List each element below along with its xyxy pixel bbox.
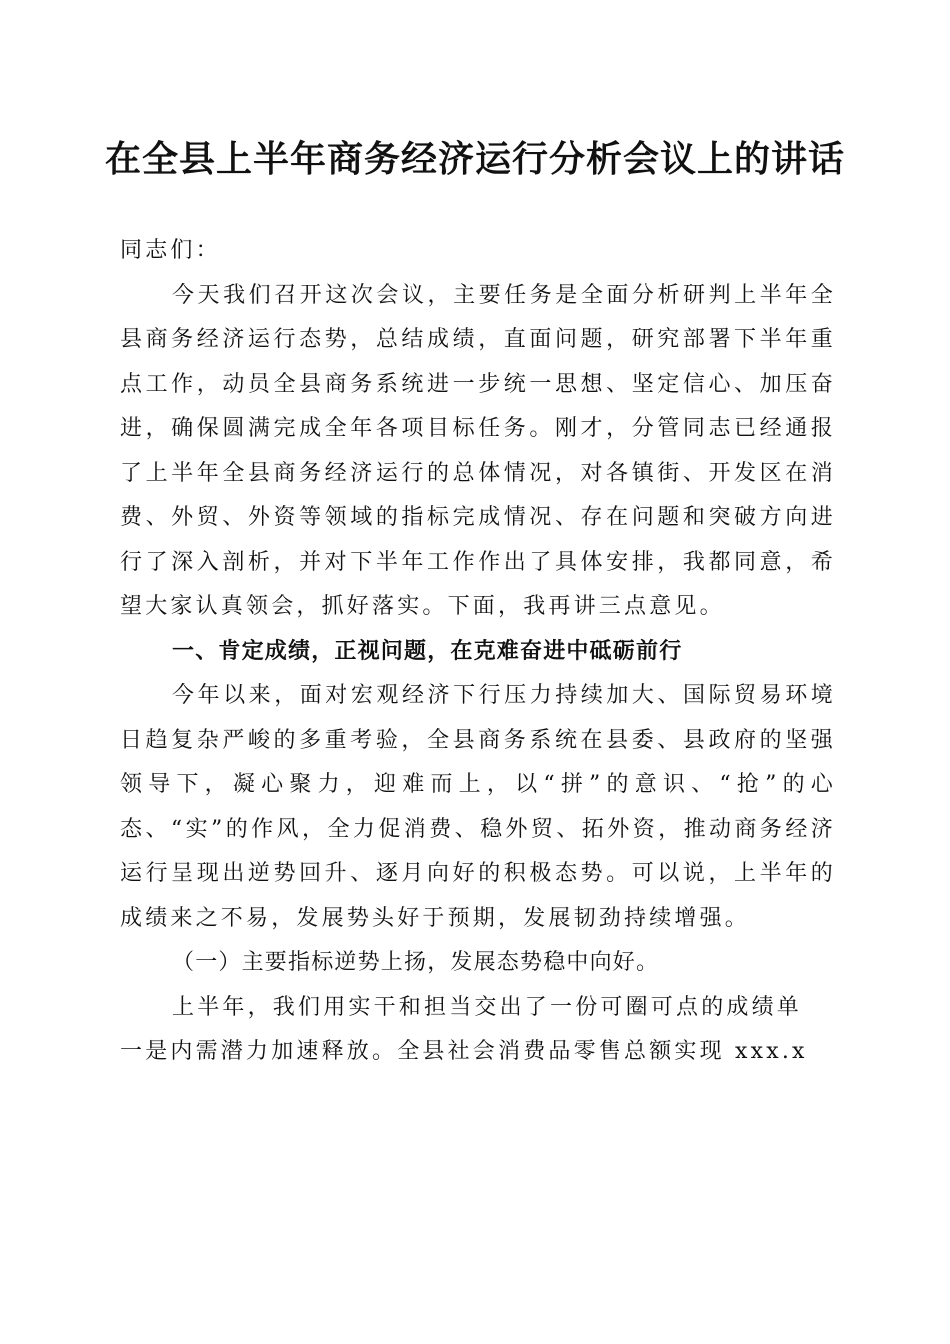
section-heading-1: 一、肯定成绩，正视问题，在克难奋进中砥砺前行 bbox=[172, 638, 683, 664]
subsection-paragraph-line-1: 上半年，我们用实干和担当交出了一份可圈可点的成绩单 bbox=[172, 994, 803, 1020]
document-title: 在全县上半年商务经济运行分析会议上的讲话 bbox=[104, 138, 845, 180]
document-body bbox=[120, 229, 836, 1075]
section-1-paragraph: 今年以来，面对宏观经济下行压力持续加大、国际贸易环境日趋复杂严峻的多重考验，全县商务系统在县委、县政府的坚强领导下，凝心聚力，迎难而上，以“拼”的意识、“抢”的心态、“实”的作风，全力促消费、稳外贸、拓外资，推动商务经济运行呈现出逆势回升、逐月向好的积极态势。可以说，上半年的成绩来之不易，发展势头好于预期，发展韧劲持续增强。 bbox=[120, 683, 836, 931]
intro-paragraph: 今天我们召开这次会议，主要任务是全面分析研判上半年全县商务经济运行态势，总结成绩，直面问题，研究部署下半年重点工作，动员全县商务系统进一步统一思想、坚定信心、加压奋进，确保圆满完成全年各项目标任务。刚才，分管同志已经通报了上半年全县商务经济运行的总体情况，对各镇街、开发区在消费、外贸、外资等领域的指标完成情况、存在问题和突破方向进行了深入剖析，并对下半年工作作出了具体安排，我都同意，希望大家认真领会，抓好落实。下面，我再讲三点意见。 bbox=[120, 282, 836, 619]
subsection-paragraph-line-2: 一是内需潜力加速释放。全县社会消费品零售总额实现 xxx.x bbox=[120, 1039, 808, 1064]
salutation: 同志们： bbox=[120, 238, 221, 263]
subsection-heading-1-1: （一）主要指标逆势上扬，发展态势稳中向好。 bbox=[172, 950, 660, 975]
